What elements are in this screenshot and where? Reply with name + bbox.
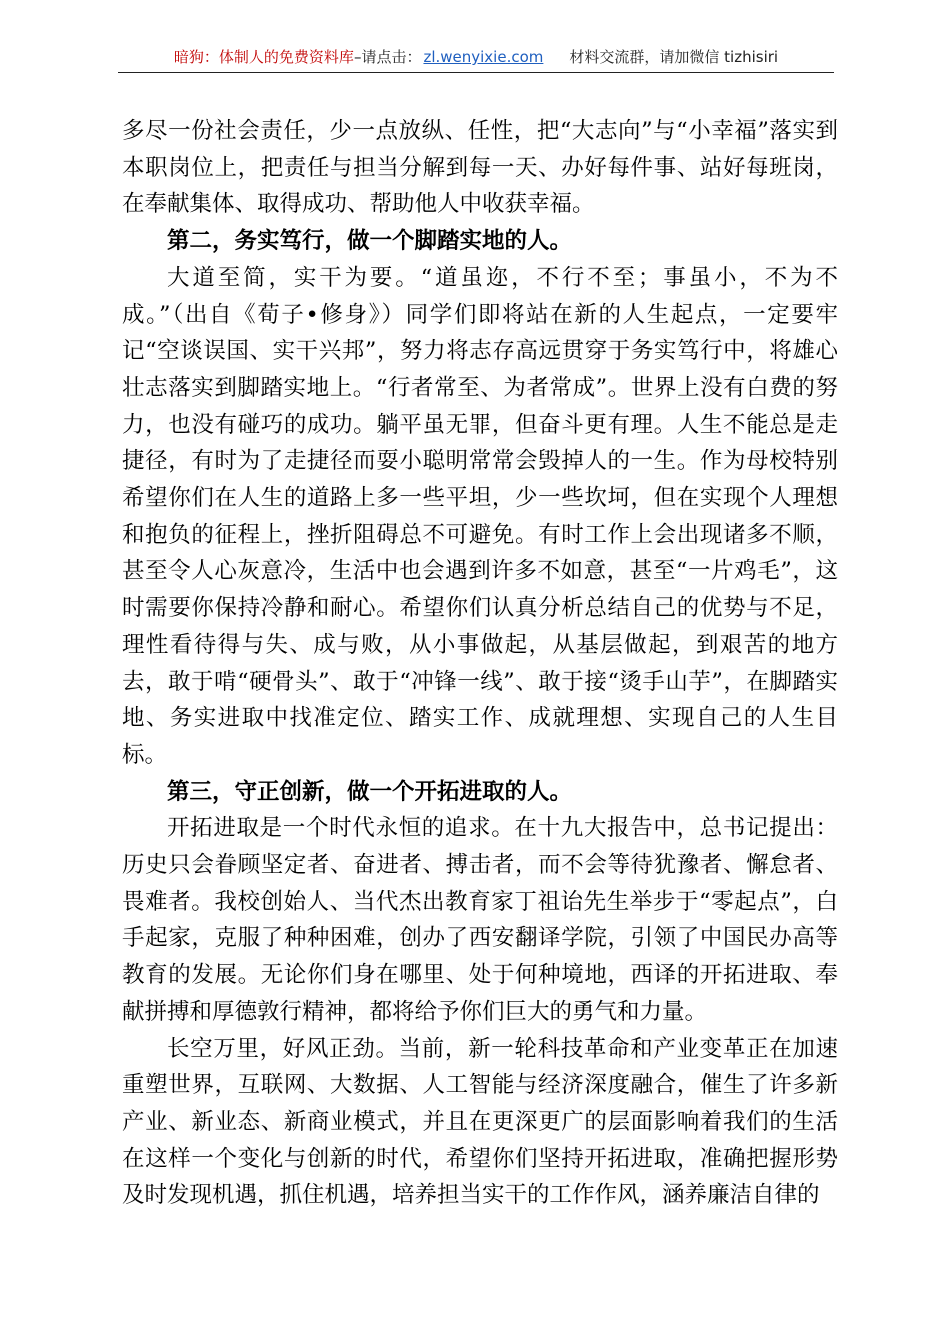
header-brand: 暗狗：体制人的免费资料库 [173, 48, 354, 66]
header-group-info: 材料交流群，请加微信 tizhisiri [569, 48, 779, 66]
paragraph: 长空万里，好风正劲。当前，新一轮科技革命和产业变革正在加速重塑世界，互联网、大数据、人工智能与经济深度融合，催生了许多新产业、新业态、新商业模式，并且在更深更广的层面影响着我们的生活在这样一个变化与创新的时代，希望你们坚持开拓进取，准确把握形势及时发现机遇，抓住机遇，培养担当实干的工作作风，涵养廉洁自律的 [122, 1035, 838, 1209]
section-heading: 第三，守正创新，做一个开拓进取的人。 [167, 778, 573, 805]
document-body [122, 113, 838, 1214]
page-header [118, 46, 834, 73]
paragraph: 多尽一份社会责任，少一点放纵、任性，把“大志向”与“小幸福”落实到本职岗位上，把责任与担当分解到每一天、办好每件事、站好每班岗，在奉献集体、取得成功、帮助他人中收获幸福。 [122, 118, 838, 218]
paragraph: 开拓进取是一个时代永恒的追求。在十九大报告中，总书记提出：历史只会眷顾坚定者、奋进者、搏击者，而不会等待犹豫者、懈怠者、畏难者。我校创始人、当代杰出教育家丁祖诒先生举步于“零起点”，白手起家，克服了种种困难，创办了西安翻译学院，引领了中国民办高等教育的发展。无论你们身在哪里、处于何种境地，西译的开拓进取、奉献拼搏和厚德敦行精神，都将给予你们巨大的勇气和力量。 [122, 815, 838, 1025]
header-link[interactable]: zl.wenyixie.com [423, 48, 544, 66]
paragraph: 大道至简，实干为要。“道虽迩，不行不至；事虽小，不为不成。”（出自《荀子•修身》）同学们即将站在新的人生起点，一定要牢记“空谈误国、实干兴邦”，努力将志存高远贯穿于务实笃行中，将雄心壮志落实到脚踏实地上。“行者常至、为者常成”。世界上没有白费的努力，也没有碰巧的成功。躺平虽无罪，但奋斗更有理。人生不能总是走捷径，有时为了走捷径而耍小聪明常常会毁掉人的一生。作为母校特别希望你们在人生的道路上多一些平坦，少一些坎坷，但在实现个人理想和抱负的征程上，挫折阻碍总不可避免。有时工作上会出现诸多不顺，甚至令人心灰意冷，生活中也会遇到许多不如意，甚至“一片鸡毛”，这时需要你保持冷静和耐心。希望你们认真分析总结自己的优势与不足，理性看待得与失、成与败，从小事做起，从基层做起，到艰苦的地方去，敢于啃“硬骨头”、敢于“冲锋一线”、敢于接“烫手山芋”，在脚踏实地、务实进取中找准定位、踏实工作、成就理想、实现自己的人生目标。 [122, 264, 838, 768]
section-heading: 第二，务实笃行，做一个脚踏实地的人。 [167, 228, 573, 255]
header-prompt: –请点击： [353, 48, 422, 66]
